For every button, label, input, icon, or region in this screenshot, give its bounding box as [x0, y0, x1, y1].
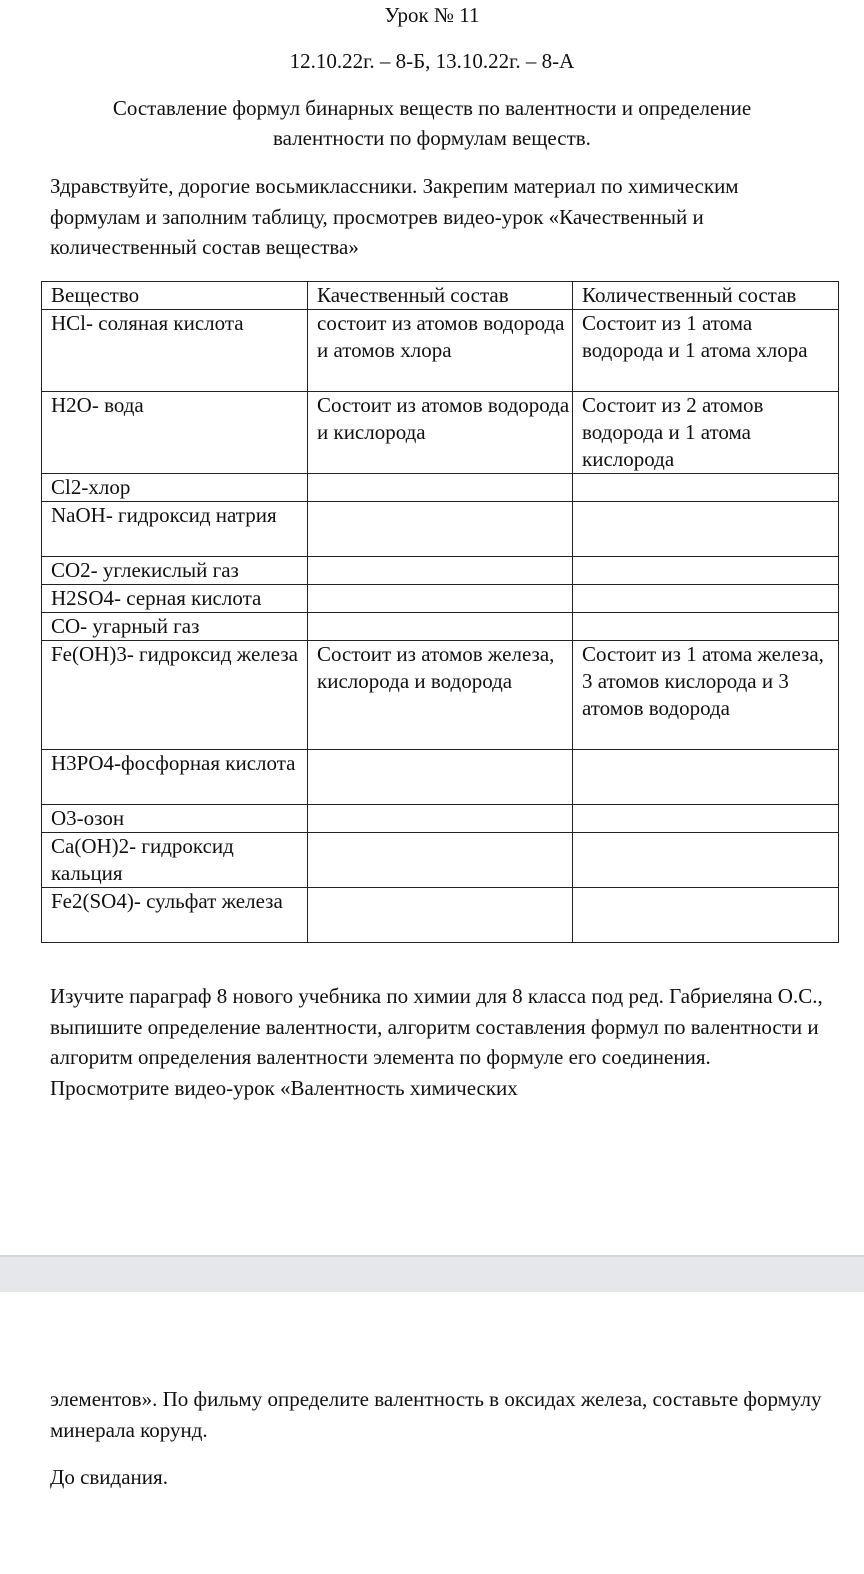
lesson-title: Урок № 11	[384, 3, 480, 27]
table-row	[42, 502, 839, 557]
qualitative-cell	[308, 613, 573, 641]
substance-cell: NaOH- гидроксид натрия	[42, 502, 308, 557]
quantitative-cell: Состоит из 2 атомов водорода и 1 атома кислорода	[573, 392, 839, 474]
quantitative-cell	[573, 888, 839, 943]
farewell-text: До свидания.	[50, 1465, 168, 1489]
page-separator	[0, 1255, 864, 1294]
lesson-dates: 12.10.22г. – 8-Б, 13.10.22г. – 8-А	[289, 49, 575, 73]
quantitative-cell	[573, 502, 839, 557]
quantitative-cell	[573, 750, 839, 805]
quantitative-cell	[573, 833, 839, 888]
table-header-row	[42, 282, 839, 310]
qualitative-cell: состоит из атомов водорода и атомов хлора	[308, 310, 573, 392]
substance-cell: Ca(OH)2- гидроксид кальция	[42, 833, 308, 888]
qualitative-cell	[308, 557, 573, 585]
substance-cell: H2O- вода	[42, 392, 308, 474]
substance-cell: H3PO4-фосфорная кислота	[42, 750, 308, 805]
header-substance: Вещество	[42, 282, 308, 310]
substance-cell: Cl2-хлор	[42, 474, 308, 502]
table-row	[42, 888, 839, 943]
quantitative-cell: Состоит из 1 атома железа, 3 атомов кислорода и 3 атомов водорода	[573, 641, 839, 750]
table-row	[42, 805, 839, 833]
table-row	[42, 557, 839, 585]
composition-table	[41, 281, 839, 943]
qualitative-cell	[308, 474, 573, 502]
quantitative-cell	[573, 557, 839, 585]
quantitative-cell	[573, 613, 839, 641]
table-row	[42, 833, 839, 888]
table-row	[42, 585, 839, 613]
document-page-2	[0, 1292, 864, 1574]
table-row	[42, 474, 839, 502]
table-row	[42, 392, 839, 474]
table-row	[42, 310, 839, 392]
substance-cell: O3-озон	[42, 805, 308, 833]
substance-cell: CO2- углекислый газ	[42, 557, 308, 585]
substance-cell: Fe(OH)3- гидроксид железа	[42, 641, 308, 750]
substance-cell: HCl- соляная кислота	[42, 310, 308, 392]
quantitative-cell	[573, 805, 839, 833]
header-quantitative: Количественный состав	[573, 282, 839, 310]
substance-cell: CO- угарный газ	[42, 613, 308, 641]
substance-cell: H2SO4- серная кислота	[42, 585, 308, 613]
header-qualitative: Качественный состав	[308, 282, 573, 310]
quantitative-cell	[573, 474, 839, 502]
table-row	[42, 641, 839, 750]
qualitative-cell	[308, 888, 573, 943]
table-row	[42, 613, 839, 641]
qualitative-cell	[308, 833, 573, 888]
qualitative-cell	[308, 585, 573, 613]
table-row	[42, 750, 839, 805]
qualitative-cell: Состоит из атомов водорода и кислорода	[308, 392, 573, 474]
substance-cell: Fe2(SO4)- сульфат железа	[42, 888, 308, 943]
qualitative-cell	[308, 805, 573, 833]
lesson-topic: Составление формул бинарных веществ по валентности и определение валентности по формулам веществ.	[112, 96, 752, 150]
intro-paragraph: Здравствуйте, дорогие восьмиклассники. Закрепим материал по химическим формулам и заполним таблицу, просмотрев видео-урок «Качественный и количественный состав вещества»	[50, 174, 739, 259]
qualitative-cell: Состоит из атомов железа, кислорода и водорода	[308, 641, 573, 750]
qualitative-cell	[308, 750, 573, 805]
continuation-paragraph: элементов». По фильму определите валентность в оксидах железа, составьте формулу минерала корунд.	[50, 1387, 822, 1442]
qualitative-cell	[308, 502, 573, 557]
quantitative-cell	[573, 585, 839, 613]
study-instructions: Изучите параграф 8 нового учебника по химии для 8 класса под ред. Габриеляна О.С., выпишите определение валентности, алгоритм составления формул по валентности и алгоритм определения валентности элемента по формуле его соединения. Просмотрите видео-урок «Валентность химических	[50, 984, 823, 1100]
quantitative-cell: Состоит из 1 атома водорода и 1 атома хлора	[573, 310, 839, 392]
